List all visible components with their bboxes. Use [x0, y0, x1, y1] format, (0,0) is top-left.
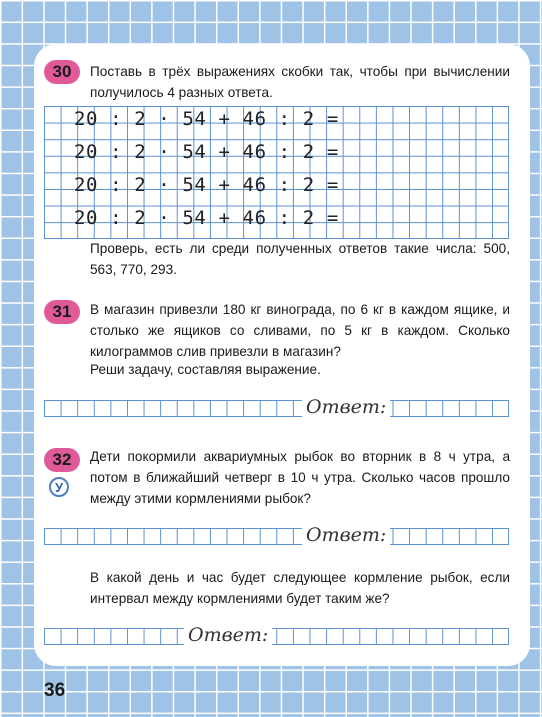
answer-label: Ответ:: [302, 395, 390, 419]
check-text: Проверь, есть ли среди полученных ответов такие числа: 500, 563, 770, 293.: [90, 241, 510, 277]
expression-row: 20 : 2 · 54 + 46 : 2 =: [74, 141, 339, 163]
task-number-badge: 32: [44, 448, 80, 472]
expression-row: 20 : 2 · 54 + 46 : 2 =: [74, 174, 339, 196]
task-question: В какой день и час будет следующее кормление рыбок, если интервал между кормлениями будет таким же?: [90, 570, 510, 606]
answer-label: Ответ:: [184, 623, 272, 647]
answer-label: Ответ:: [302, 523, 390, 547]
expression-row: 20 : 2 · 54 + 46 : 2 =: [74, 108, 339, 130]
task-text: Дети покормили аквариумных рыбок во вторник в 8 ч утра, а потом в ближайший четверг в 10 ч утра. Сколько часов прошло между этими кормлениями рыбок?: [90, 449, 510, 506]
task-number-badge: 30: [44, 60, 80, 84]
task-text: Поставь в трёх выражениях скобки так, чтобы при вычислении получилось 4 разных ответа.: [90, 64, 510, 100]
task-number-badge: 31: [44, 300, 80, 324]
answer-grid[interactable]: [44, 528, 509, 545]
task-text: В магазин привезли 180 кг винограда, по 6 кг в каждом ящике, и столько же ящиков со сливами, по 5 кг в каждом. Сколько килограммов слив привезли в магазин?: [90, 302, 510, 359]
expression-row: 20 : 2 · 54 + 46 : 2 =: [74, 207, 339, 229]
task-instruction: Реши задачу, составляя выражение.: [90, 362, 321, 377]
answer-grid[interactable]: [44, 628, 509, 645]
level-mark-icon: У: [49, 477, 69, 497]
answer-grid[interactable]: [44, 400, 509, 417]
page-number: 36: [44, 680, 66, 701]
